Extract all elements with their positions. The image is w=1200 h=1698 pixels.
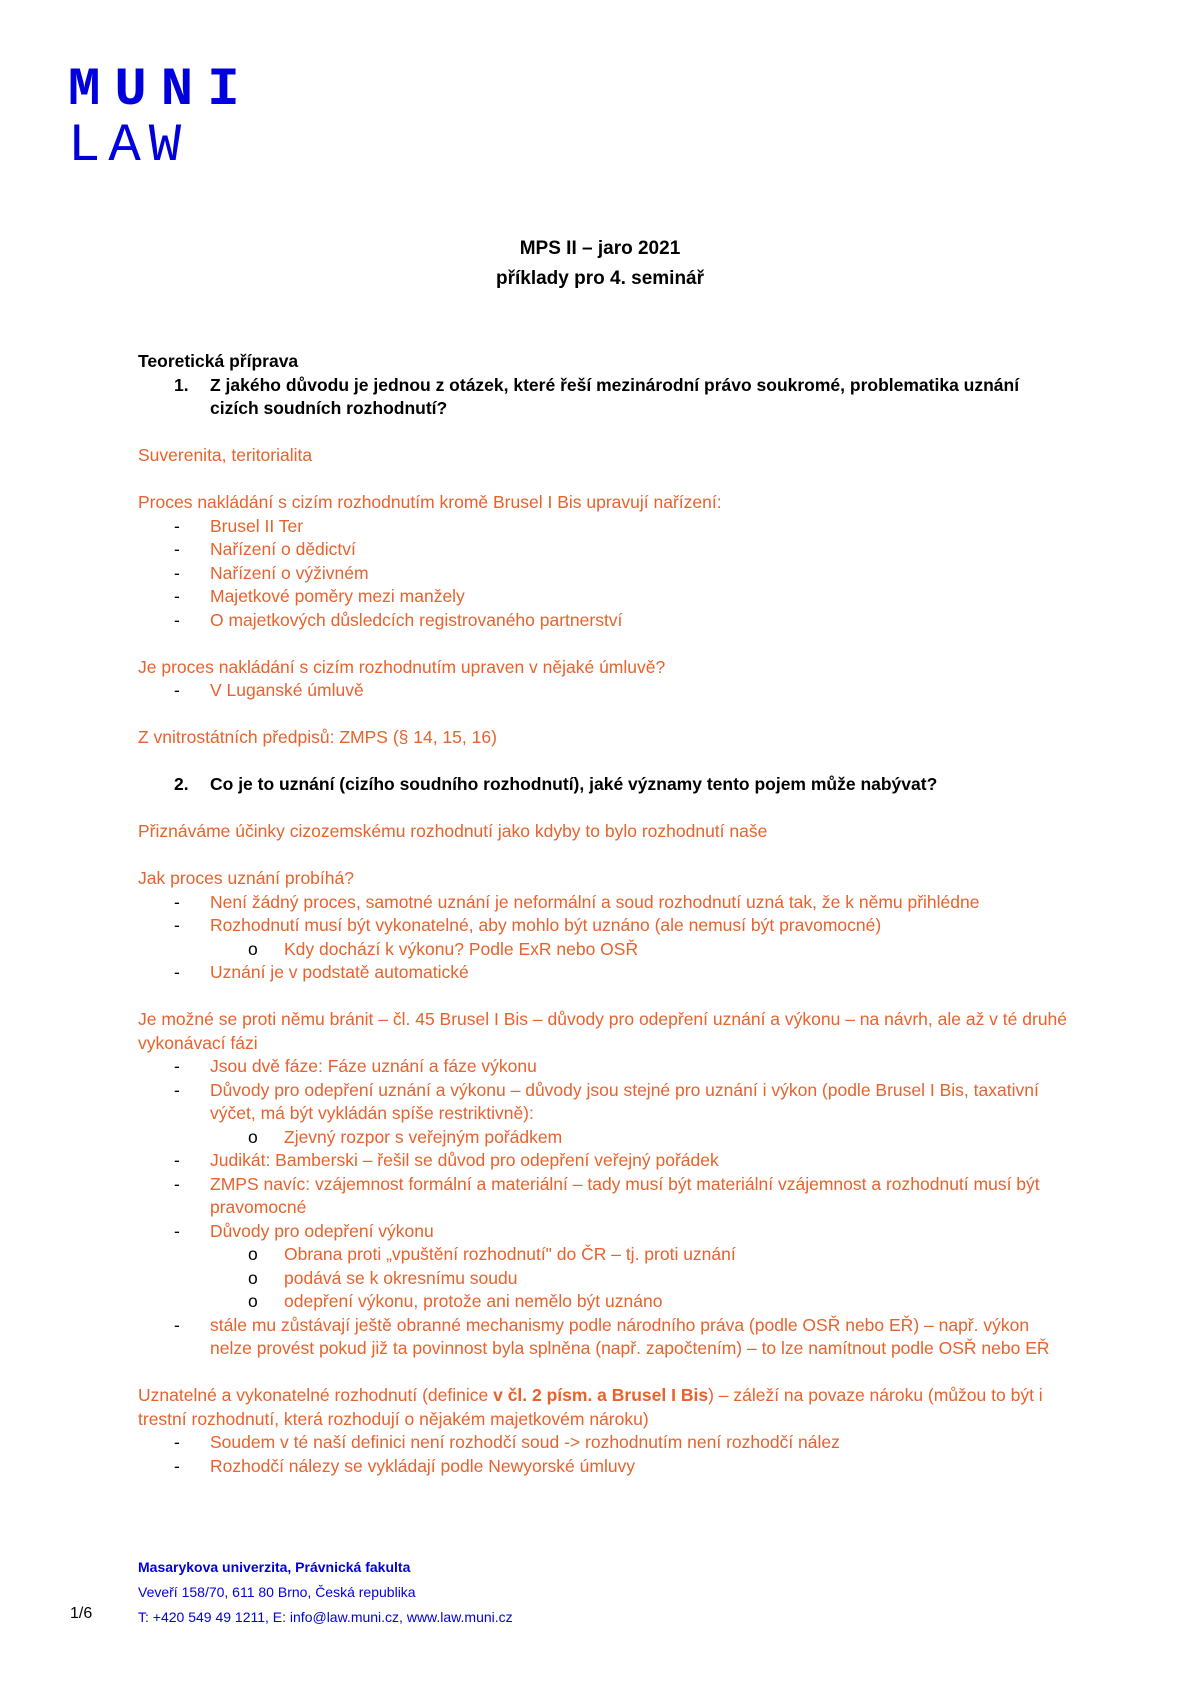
section-title: Teoretická příprava xyxy=(138,351,299,371)
list-item: - Nařízení o dědictví xyxy=(174,539,356,559)
page-footer xyxy=(138,1555,513,1630)
document-body xyxy=(138,350,1068,1478)
question-text: Co je to uznání (cizího soudního rozhodnutí), jaké významy tento pojem může nabývat? xyxy=(210,774,938,794)
page-number: 1/6 xyxy=(70,1605,93,1622)
list-item: - Majetkové poměry mezi manžely xyxy=(174,586,465,606)
list-item: - V Luganské úmluvě xyxy=(174,680,364,700)
list-item: - Uznání je v podstatě automatické xyxy=(174,962,469,982)
list-item: - Důvody pro odepření výkonu xyxy=(174,1220,434,1241)
answer-paragraph: Jak proces uznání probíhá? xyxy=(138,868,354,888)
document-subtitle: příklady pro 4. seminář xyxy=(495,268,705,289)
list-item: - Brusel II Ter xyxy=(174,515,304,536)
answer-paragraph: Uznatelné a vykonatelné rozhodnutí (definice v čl. 2 písm. a Brusel I Bis) – záleží na povaze nároku (můžou to být i trestní rozhodnutí, která rozhodují o nějakém majetkovém nároku) xyxy=(138,1385,1043,1429)
answer-paragraph: Proces nakládání s cizím rozhodnutím kromě Brusel I Bis upravují nařízení: xyxy=(138,492,722,512)
sub-list-item: o Kdy dochází k výkonu? Podle ExR nebo OSŘ xyxy=(248,938,639,959)
list-item: - stále mu zůstávají ještě obranné mechanismy podle národního práva (podle OSŘ nebo EŘ) – např. výkon nelze provést pokud již ta povinnost byla splněna (např. započtením) – to lze namítnout podle OSŘ nebo EŘ xyxy=(174,1314,1050,1358)
answer-paragraph: Je proces nakládání s cizím rozhodnutím upraven v nějaké úmluvě? xyxy=(138,656,666,677)
list-item: - Není žádný proces, samotné uznání je neformální a soud rozhodnutí uzná tak, že k němu přihlédne xyxy=(174,891,980,912)
footer-organization: Masarykova univerzita, Právnická fakulta xyxy=(138,1559,411,1575)
list-item: - ZMPS navíc: vzájemnost formální a materiální – tady musí být materiální vzájemnost a rozhodnutí musí být pravomocné xyxy=(174,1173,1040,1217)
list-item: - Rozhodčí nálezy se vykládají podle Newyorské úmluvy xyxy=(174,1455,636,1476)
answer-paragraph: Přiznáváme účinky cizozemskému rozhodnutí jako kdyby to bylo rozhodnutí naše xyxy=(138,821,768,841)
question-text: Z jakého důvodu je jednou z otázek, které řeší mezinárodní právo soukromé, problematika uznání cizích soudních rozhodnutí? xyxy=(210,374,1020,418)
question-2 xyxy=(138,773,1068,797)
logo-line-muni: MUNI xyxy=(68,60,254,121)
answer-paragraph: Z vnitrostátních předpisů: ZMPS (§ 14, 15, 16) xyxy=(138,727,497,747)
logo-line-law: LAW xyxy=(68,116,190,177)
document-title: MPS II – jaro 2021 xyxy=(519,238,681,259)
answer-paragraph: Suverenita, teritorialita xyxy=(138,445,313,465)
answer-paragraph: Je možné se proti němu bránit – čl. 45 Brusel I Bis – důvody pro odepření uznání a výkonu – na návrh, ale až v té druhé vykonávací fázi xyxy=(138,1009,1068,1053)
list-item: - Důvody pro odepření uznání a výkonu – důvody jsou stejné pro uznání i výkon (podle Brusel I Bis, taxativní výčet, má být vykládán spíše restriktivně): xyxy=(174,1079,1039,1123)
muni-law-logo xyxy=(68,60,254,177)
list-item: - O majetkových důsledcích registrovaného partnerství xyxy=(174,609,623,630)
list-item: - Judikát: Bamberski – řešil se důvod pro odepření veřejný pořádek xyxy=(174,1150,719,1170)
list-item: - Soudem v té naší definici není rozhodčí soud -> rozhodnutím není rozhodčí nález xyxy=(174,1432,840,1452)
footer-contact: T: +420 549 49 1211, E: info@law.muni.cz, www.law.muni.cz xyxy=(138,1609,513,1625)
sub-list-item: o odepření výkonu, protože ani nemělo být uznáno xyxy=(248,1291,663,1311)
list-item: - Jsou dvě fáze: Fáze uznání a fáze výkonu xyxy=(174,1056,537,1076)
footer-address: Veveří 158/70, 611 80 Brno, Česká republika xyxy=(138,1584,416,1600)
question-number: 1. xyxy=(174,374,189,395)
list-item: - Nařízení o výživném xyxy=(174,562,369,583)
sub-list-item: o Zjevný rozpor s veřejným pořádkem xyxy=(248,1126,563,1147)
list-item: - Rozhodnutí musí být vykonatelné, aby mohlo být uznáno (ale nemusí být pravomocné) xyxy=(174,915,882,935)
sub-list-item: o podává se k okresnímu soudu xyxy=(248,1267,518,1288)
sub-list-item: o Obrana proti „vpuštění rozhodnutí" do ČR – tj. proti uznání xyxy=(248,1244,736,1264)
question-number: 2. xyxy=(174,774,189,794)
question-1 xyxy=(138,374,1068,421)
